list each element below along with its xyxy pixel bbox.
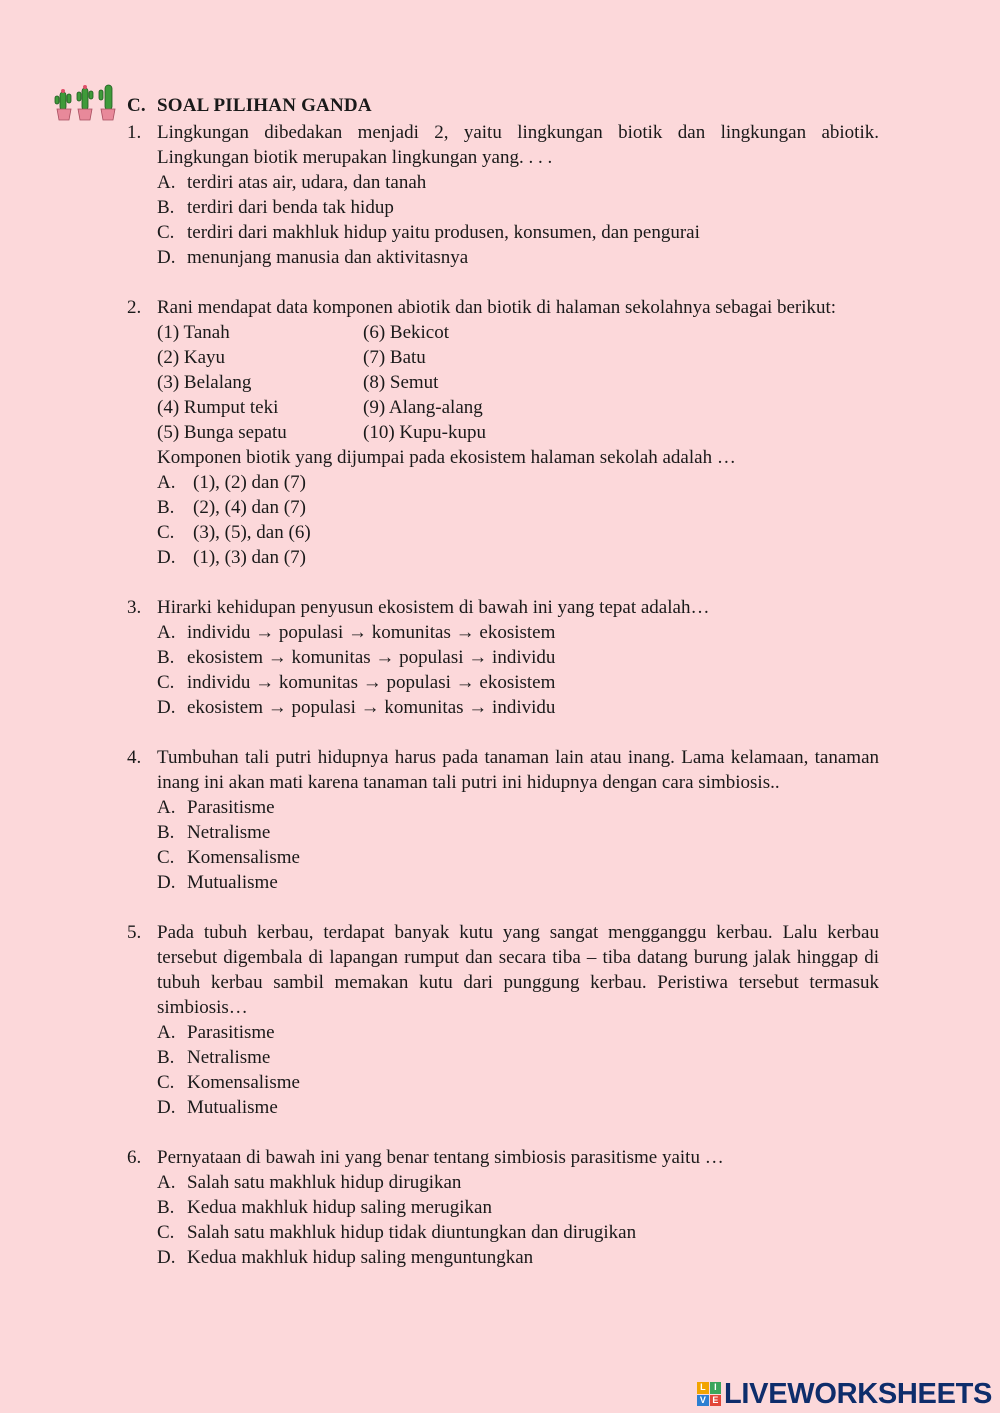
option-b[interactable]: B. terdiri dari benda tak hidup	[157, 197, 394, 218]
question-stem: Lingkungan dibedakan menjadi 2, yaitu lingkungan biotik dan lingkungan abiotik. Lingkungan biotik merupakan lingkungan yang. . . .	[157, 122, 879, 168]
option-text: terdiri atas air, udara, dan tanah	[187, 172, 427, 193]
option-d[interactable]: D. Mutualisme	[157, 1097, 278, 1118]
question-1	[127, 120, 879, 270]
option-a[interactable]: A. individu → populasi → komunitas → ekosistem	[157, 622, 556, 643]
option-text: menunjang manusia dan aktivitasnya	[187, 247, 469, 268]
option-a[interactable]: A. terdiri atas air, udara, dan tanah	[157, 172, 427, 193]
logo-mark-icon: L I V E	[697, 1382, 721, 1406]
question-number: 2.	[127, 297, 142, 318]
question-number: 5.	[127, 922, 142, 943]
option-text: (3), (5), dan (6)	[193, 522, 311, 543]
list-item: (4) Rumput teki	[157, 397, 279, 418]
list-item: (10) Kupu-kupu	[363, 422, 486, 443]
option-b[interactable]: B. Netralisme	[157, 822, 271, 843]
option-text: Kedua makhluk hidup saling menguntungkan	[187, 1247, 534, 1268]
option-text: individu → populasi → komunitas → ekosistem	[187, 622, 556, 643]
option-text: terdiri dari benda tak hidup	[187, 197, 394, 218]
section-letter: C.	[127, 95, 146, 116]
option-text: Mutualisme	[187, 1097, 278, 1118]
question-4	[127, 745, 879, 895]
option-text: terdiri dari makhluk hidup yaitu produsen, konsumen, dan pengurai	[187, 222, 700, 243]
option-text: (1), (2) dan (7)	[193, 472, 306, 493]
question-stem: Pada tubuh kerbau, terdapat banyak kutu yang sangat mengganggu kerbau. Lalu kerbau tersebut digembala di lapangan rumput dan secara tiba – tiba datang burung jalak hinggap di tubuh kerbau sambil memakan kutu dari punggung kerbau. Peristiwa tersebut termasuk simbiosis…	[157, 922, 879, 1018]
option-b[interactable]: B. (2), (4) dan (7)	[157, 497, 306, 518]
question-number: 6.	[127, 1147, 142, 1168]
option-a[interactable]: A. Parasitisme	[157, 1022, 275, 1043]
option-text: Salah satu makhluk hidup tidak diuntungkan dan dirugikan	[187, 1222, 637, 1243]
option-c[interactable]: C. Komensalisme	[157, 1072, 300, 1093]
option-d[interactable]: D. (1), (3) dan (7)	[157, 547, 306, 568]
list-item: (5) Bunga sepatu	[157, 422, 287, 443]
list-item: (8) Semut	[363, 372, 439, 393]
list-item: (7) Batu	[363, 347, 426, 368]
option-text: Parasitisme	[187, 1022, 275, 1043]
list-item: (6) Bekicot	[363, 322, 450, 343]
question-5	[127, 920, 879, 1120]
option-d[interactable]: D. Mutualisme	[157, 872, 278, 893]
question-stem: Rani mendapat data komponen abiotik dan biotik di halaman sekolahnya sebagai berikut:	[157, 297, 837, 318]
option-d[interactable]: D. Kedua makhluk hidup saling menguntungkan	[157, 1247, 534, 1268]
option-c[interactable]: C. Salah satu makhluk hidup tidak diuntungkan dan dirugikan	[157, 1222, 637, 1243]
option-d[interactable]: D. menunjang manusia dan aktivitasnya	[157, 247, 469, 268]
liveworksheets-logo[interactable]	[697, 1377, 992, 1411]
question-number: 4.	[127, 747, 142, 768]
option-text: Parasitisme	[187, 797, 275, 818]
question-number: 3.	[127, 597, 142, 618]
question-stem: Tumbuhan tali putri hidupnya harus pada tanaman lain atau inang. Lama kelamaan, tanaman inang ini akan mati karena tanaman tali putri ini hidupnya dengan cara simbiosis..	[157, 747, 879, 793]
option-c[interactable]: C. individu → komunitas → populasi → ekosistem	[157, 672, 556, 693]
option-text: Komensalisme	[187, 1072, 300, 1093]
cactus-decoration-icon	[52, 82, 122, 122]
option-text: individu → komunitas → populasi → ekosistem	[187, 672, 556, 693]
option-d[interactable]: D. ekosistem → populasi → komunitas → individu	[157, 697, 556, 718]
option-b[interactable]: B. Netralisme	[157, 1047, 271, 1068]
option-b[interactable]: B. ekosistem → komunitas → populasi → individu	[157, 647, 556, 668]
option-text: (1), (3) dan (7)	[193, 547, 306, 568]
option-c[interactable]: C. terdiri dari makhluk hidup yaitu produsen, konsumen, dan pengurai	[157, 222, 700, 243]
component-list	[157, 320, 879, 445]
option-text: Komensalisme	[187, 847, 300, 868]
section-title: SOAL PILIHAN GANDA	[157, 95, 372, 116]
list-item: (1) Tanah	[157, 322, 230, 343]
option-text: Netralisme	[187, 822, 271, 843]
option-a[interactable]: A. (1), (2) dan (7)	[157, 472, 306, 493]
section-heading	[127, 95, 372, 117]
option-text: ekosistem → populasi → komunitas → individu	[187, 697, 556, 718]
option-a[interactable]: A. Parasitisme	[157, 797, 275, 818]
option-c[interactable]: C. Komensalisme	[157, 847, 300, 868]
list-item: (2) Kayu	[157, 347, 226, 368]
option-text: Mutualisme	[187, 872, 278, 893]
logo-text: LIVEWORKSHEETS	[724, 1377, 993, 1410]
list-item: (9) Alang-alang	[363, 397, 483, 418]
option-text: ekosistem → komunitas → populasi → individu	[187, 647, 556, 668]
option-text: Salah satu makhluk hidup dirugikan	[187, 1172, 462, 1193]
question-stem: Pernyataan di bawah ini yang benar tentang simbiosis parasitisme yaitu …	[157, 1147, 724, 1168]
option-b[interactable]: B. Kedua makhluk hidup saling merugikan	[157, 1197, 492, 1218]
question-prompt: Komponen biotik yang dijumpai pada ekosistem halaman sekolah adalah …	[157, 447, 736, 468]
option-c[interactable]: C. (3), (5), dan (6)	[157, 522, 311, 543]
question-number: 1.	[127, 122, 142, 143]
question-3	[127, 595, 879, 720]
question-6	[127, 1145, 879, 1270]
option-a[interactable]: A. Salah satu makhluk hidup dirugikan	[157, 1172, 462, 1193]
list-item: (3) Belalang	[157, 372, 252, 393]
question-2	[127, 295, 879, 570]
option-text: Kedua makhluk hidup saling merugikan	[187, 1197, 492, 1218]
option-text: Netralisme	[187, 1047, 271, 1068]
question-stem: Hirarki kehidupan penyusun ekosistem di bawah ini yang tepat adalah…	[157, 597, 710, 618]
option-text: (2), (4) dan (7)	[193, 497, 306, 518]
